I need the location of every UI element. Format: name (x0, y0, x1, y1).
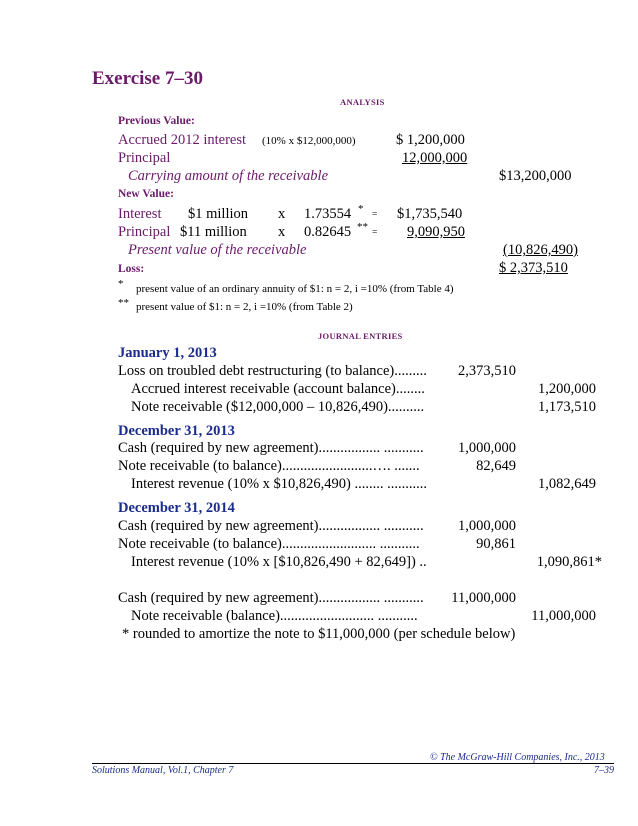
note1-mark: * (118, 278, 124, 290)
note1-text: present value of an ordinary annuity of $1: n = 2, i =10% (from Table 4) (136, 283, 454, 295)
note2-mark: ** (118, 297, 129, 309)
nv-interest-factor: 1.73554 (304, 206, 352, 222)
principal-label: Principal (118, 150, 171, 166)
nv-interest-result: $1,735,540 (397, 206, 463, 222)
entry2-debit1-amount: 1,000,000 (458, 440, 516, 456)
entry2-credit-amount: 1,082,649 (538, 476, 596, 492)
entry-date-1: January 1, 2013 (118, 345, 217, 361)
entry3-debit2-label: Note receivable (to balance).......................... ........... (118, 536, 420, 552)
nv-principal-times: x (278, 224, 286, 240)
carrying-amount-value: $13,200,000 (499, 168, 572, 184)
present-value-amount: (10,826,490) (503, 242, 578, 258)
entry1-credit2-label: Note receivable ($12,000,000 – 10,826,490).......... (131, 399, 425, 415)
entry3-debit2-amount: 90,861 (476, 536, 516, 552)
footer-rule (92, 763, 614, 764)
previous-value-heading: Previous Value: (118, 115, 195, 127)
nv-principal-amount: $11 million (180, 224, 247, 240)
accrued-interest-note: (10% x $12,000,000) (262, 135, 356, 147)
entry3-credit-amount: 1,090,861* (536, 554, 602, 570)
loss-amount: $ 2,373,510 (499, 260, 568, 276)
nv-principal-equals: = (372, 228, 378, 238)
page-title: Exercise 7–30 (92, 68, 203, 89)
loss-label: Loss: (118, 263, 145, 275)
nv-principal-label: Principal (118, 224, 171, 240)
entry3-debit1-amount: 1,000,000 (458, 518, 516, 534)
entry3-credit-label: Interest revenue (10% x [$10,826,490 + 82,649]) .. (131, 554, 427, 570)
rounding-footnote: * rounded to amortize the note to $11,000,000 (per schedule below) (122, 626, 516, 642)
entry3-debit1-label: Cash (required by new agreement)................. ........... (118, 518, 424, 534)
nv-principal-factor: 0.82645 (304, 224, 352, 240)
entry4-credit-label: Note receivable (balance).......................... ........... (131, 608, 418, 624)
nv-interest-amount: $1 million (188, 206, 249, 222)
nv-interest-label: Interest (118, 206, 162, 222)
entry1-debit-amount: 2,373,510 (458, 363, 516, 379)
nv-interest-times: x (278, 206, 286, 222)
entry2-credit-label: Interest revenue (10% x $10,826,490) ........ ........... (131, 476, 427, 492)
note2-text: present value of $1: n = 2, i =10% (from Table 2) (136, 301, 353, 313)
footer-page-number: 7–39 (594, 765, 614, 776)
nv-principal-mark: ** (357, 221, 368, 233)
entry4-credit-amount: 11,000,000 (531, 608, 596, 624)
entry4-debit-label: Cash (required by new agreement)................. ........... (118, 590, 424, 606)
journal-entries-heading: JOURNAL ENTRIES (318, 331, 403, 341)
carrying-amount-label: Carrying amount of the receivable (128, 168, 329, 184)
accrued-interest-amount: $ 1,200,000 (396, 132, 465, 148)
nv-principal-result: 9,090,950 (407, 224, 465, 240)
footer-copyright: © The McGraw-Hill Companies, Inc., 2013 (430, 752, 605, 763)
entry1-credit2-amount: 1,173,510 (538, 399, 596, 415)
new-value-heading: New Value: (118, 188, 174, 200)
present-value-label: Present value of the receivable (128, 242, 307, 258)
accrued-interest-label: Accrued 2012 interest (118, 132, 247, 148)
entry4-debit-amount: 11,000,000 (451, 590, 516, 606)
nv-interest-mark: * (358, 203, 364, 215)
entry1-credit1-label: Accrued interest receivable (account balance)........ (131, 381, 425, 397)
entry-date-3: December 31, 2014 (118, 500, 235, 516)
entry2-debit2-amount: 82,649 (476, 458, 516, 474)
footer-left: Solutions Manual, Vol.1, Chapter 7 (92, 765, 234, 776)
analysis-heading: ANALYSIS (340, 97, 385, 107)
principal-amount: 12,000,000 (402, 150, 468, 166)
entry1-credit1-amount: 1,200,000 (538, 381, 596, 397)
entry2-debit2-label: Note receivable (to balance).........................…. ....... (118, 458, 420, 474)
nv-interest-equals: = (372, 210, 378, 220)
entry1-debit-label: Loss on troubled debt restructuring (to balance)......... (118, 363, 427, 379)
entry2-debit1-label: Cash (required by new agreement)................. ........... (118, 440, 424, 456)
entry-date-2: December 31, 2013 (118, 423, 235, 439)
